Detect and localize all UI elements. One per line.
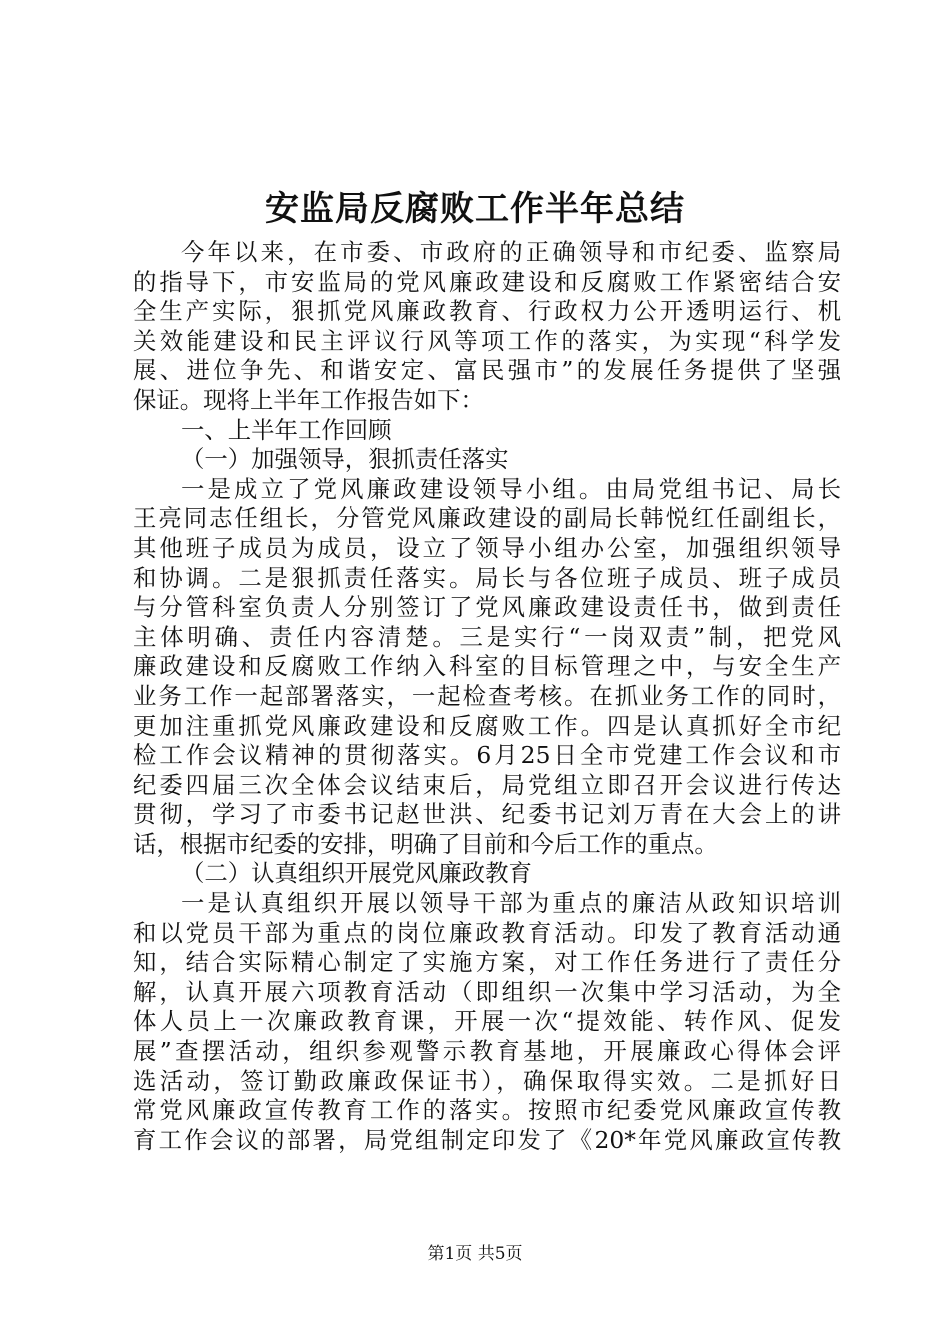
paragraph-line: 选活动，签订勤政廉政保证书），确保取得实效。二是抓好日 bbox=[133, 1066, 841, 1095]
paragraph-line: 廉政建设和反腐败工作纳入科室的目标管理之中，与安全生产 bbox=[133, 652, 841, 681]
paragraph-line: 常党风廉政宣传教育工作的落实。按照市纪委党风廉政宣传教 bbox=[133, 1096, 841, 1125]
paragraph-line: 更加注重抓党风廉政建设和反腐败工作。四是认真抓好全市纪 bbox=[133, 711, 841, 740]
paragraph-line: 解，认真开展六项教育活动（即组织一次集中学习活动，为全 bbox=[133, 977, 841, 1006]
subsection-heading: （二）认真组织开展党风廉政教育 bbox=[181, 859, 532, 888]
paragraph-line: 主体明确、责任内容清楚。三是实行“一岗双责”制，把党风 bbox=[133, 622, 841, 651]
paragraph-line: 贯彻，学习了市委书记赵世洪、纪委书记刘万青在大会上的讲 bbox=[133, 800, 841, 829]
paragraph-line: 保证。现将上半年工作报告如下： bbox=[133, 385, 484, 414]
paragraph-line: 展、进位争先、和谐安定、富民强市”的发展任务提供了坚强 bbox=[133, 356, 841, 385]
paragraph-line: 育工作会议的部署，局党组制定印发了《20*年党风廉政宣传教 bbox=[133, 1125, 841, 1154]
page-footer: 第1页 共5页 bbox=[427, 1244, 523, 1264]
paragraph-line: 话，根据市纪委的安排，明确了目前和今后工作的重点。 bbox=[133, 829, 718, 858]
paragraph-line: 今年以来，在市委、市政府的正确领导和市纪委、监察局 bbox=[181, 238, 841, 266]
paragraph-line: 的指导下，市安监局的党风廉政建设和反腐败工作紧密结合安 bbox=[133, 267, 841, 296]
paragraph-line: 和协调。二是狠抓责任落实。局长与各位班子成员、班子成员 bbox=[133, 563, 841, 592]
paragraph-line: 知，结合实际精心制定了实施方案，对工作任务进行了责任分 bbox=[133, 948, 841, 977]
paragraph-line: 检工作会议精神的贯彻落实。6月25日全市党建工作会议和市 bbox=[133, 741, 841, 770]
paragraph-line: 全生产实际，狠抓党风廉政教育、行政权力公开透明运行、机 bbox=[133, 297, 841, 326]
document-body bbox=[133, 238, 841, 1155]
paragraph-line: 纪委四届三次全体会议结束后，局党组立即召开会议进行传达 bbox=[133, 770, 841, 799]
section-heading: 一、上半年工作回顾 bbox=[181, 415, 392, 444]
paragraph-line: 王亮同志任组长，分管党风廉政建设的副局长韩悦红任副组长， bbox=[133, 504, 841, 533]
paragraph-line: 一是成立了党风廉政建设领导小组。由局党组书记、局长 bbox=[181, 474, 841, 503]
paragraph-line: 展”查摆活动，组织参观警示教育基地，开展廉政心得体会评 bbox=[133, 1037, 841, 1066]
paragraph-line: 与分管科室负责人分别签订了党风廉政建设责任书，做到责任 bbox=[133, 593, 841, 622]
paragraph-line: 业务工作一起部署落实，一起检查考核。在抓业务工作的同时， bbox=[133, 681, 841, 710]
paragraph-line: 关效能建设和民主评议行风等项工作的落实，为实现“科学发 bbox=[133, 326, 841, 355]
paragraph-line: 一是认真组织开展以领导干部为重点的廉洁从政知识培训 bbox=[181, 889, 841, 918]
paragraph-line: 和以党员干部为重点的岗位廉政教育活动。印发了教育活动通 bbox=[133, 918, 841, 947]
paragraph-line: 其他班子成员为成员，设立了领导小组办公室，加强组织领导 bbox=[133, 533, 841, 562]
document-title: 安监局反腐败工作半年总结 bbox=[265, 189, 685, 229]
subsection-heading: （一）加强领导，狠抓责任落实 bbox=[181, 445, 509, 474]
paragraph-line: 体人员上一次廉政教育课，开展一次“提效能、转作风、促发 bbox=[133, 1007, 841, 1036]
